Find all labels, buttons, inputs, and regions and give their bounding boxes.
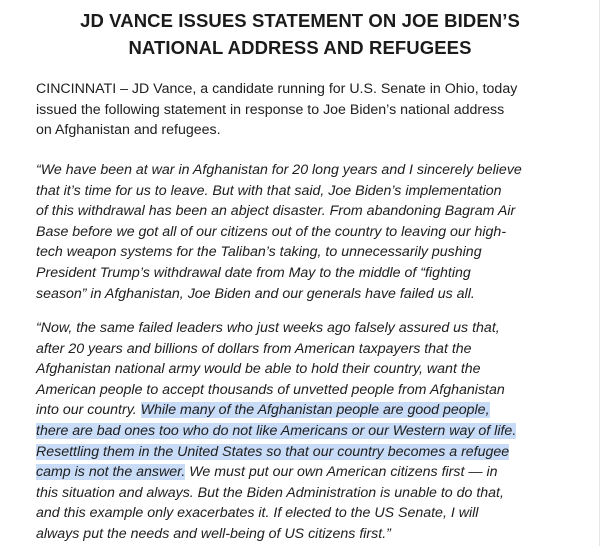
highlighted-text: camp is not the answer. (36, 464, 186, 481)
quote-line: of this withdrawal has been an abject disaster. From abandoning Bagram Air (36, 203, 516, 220)
quote-line: “Now, the same failed leaders who just weeks ago falsely assured us that, (36, 320, 500, 336)
quote-line: always put the needs and well-being of US citizens first.” (36, 525, 391, 542)
intro-line: CINCINNATI – JD Vance, a candidate running for U.S. Senate in Ohio, today (36, 81, 518, 97)
quote-text: into our country. (36, 402, 141, 419)
quote-line: tech weapon systems for the Taliban’s taking, to unnecessarily pushing (36, 244, 482, 261)
highlighted-text: While many of the Afghanistan people are good people, (140, 402, 490, 419)
intro-line: issued the following statement in response to Joe Biden’s national address (36, 101, 505, 118)
quote-line: American people to accept thousands of unvetted people from Afghanistan (36, 381, 505, 398)
quote-line: that it’s time for us to leave. But with that said, Joe Biden’s implementation (36, 182, 502, 199)
quote-paragraph-2 (36, 318, 592, 545)
intro-paragraph (36, 79, 592, 141)
quote-line: Base before we got all of our citizens out of the country to leaving our high- (36, 223, 507, 240)
quote-line: and this example only exacerbates it. If elected to the US Senate, I will (36, 505, 479, 522)
quote-line (36, 400, 592, 421)
quote-line (36, 442, 592, 463)
quote-line (36, 462, 592, 483)
highlighted-text: there are bad ones too who do not like Americans or our Western way of life. (36, 422, 517, 439)
quote-line: Afghanistan national army would be able to hold their country, want the (36, 361, 481, 378)
quote-line (36, 421, 592, 442)
press-release-title (0, 7, 600, 61)
quote-line: season” in Afghanistan, Joe Biden and our generals have failed us all. (36, 285, 475, 302)
quote-line: after 20 years and billions of dollars from American taxpayers that the (36, 340, 472, 357)
highlighted-text: Resettling them in the United States so that our country becomes a refugee (36, 443, 510, 460)
quote-line: this situation and always. But the Biden Administration is unable to do that, (36, 484, 504, 501)
title-line-2: NATIONAL ADDRESS AND REFUGEES (128, 37, 472, 58)
quote-text: We must put our own American citizens first — in (185, 464, 498, 481)
quote-line: President Trump’s withdrawal date from May to the middle of “fighting (36, 264, 471, 281)
title-line-1: JD VANCE ISSUES STATEMENT ON JOE BIDEN’S (80, 10, 520, 31)
intro-line: on Afghanistan and refugees. (36, 122, 221, 139)
quote-line: “We have been at war in Afghanistan for 20 long years and I sincerely believe (36, 162, 522, 178)
quote-paragraph-1 (36, 160, 592, 304)
